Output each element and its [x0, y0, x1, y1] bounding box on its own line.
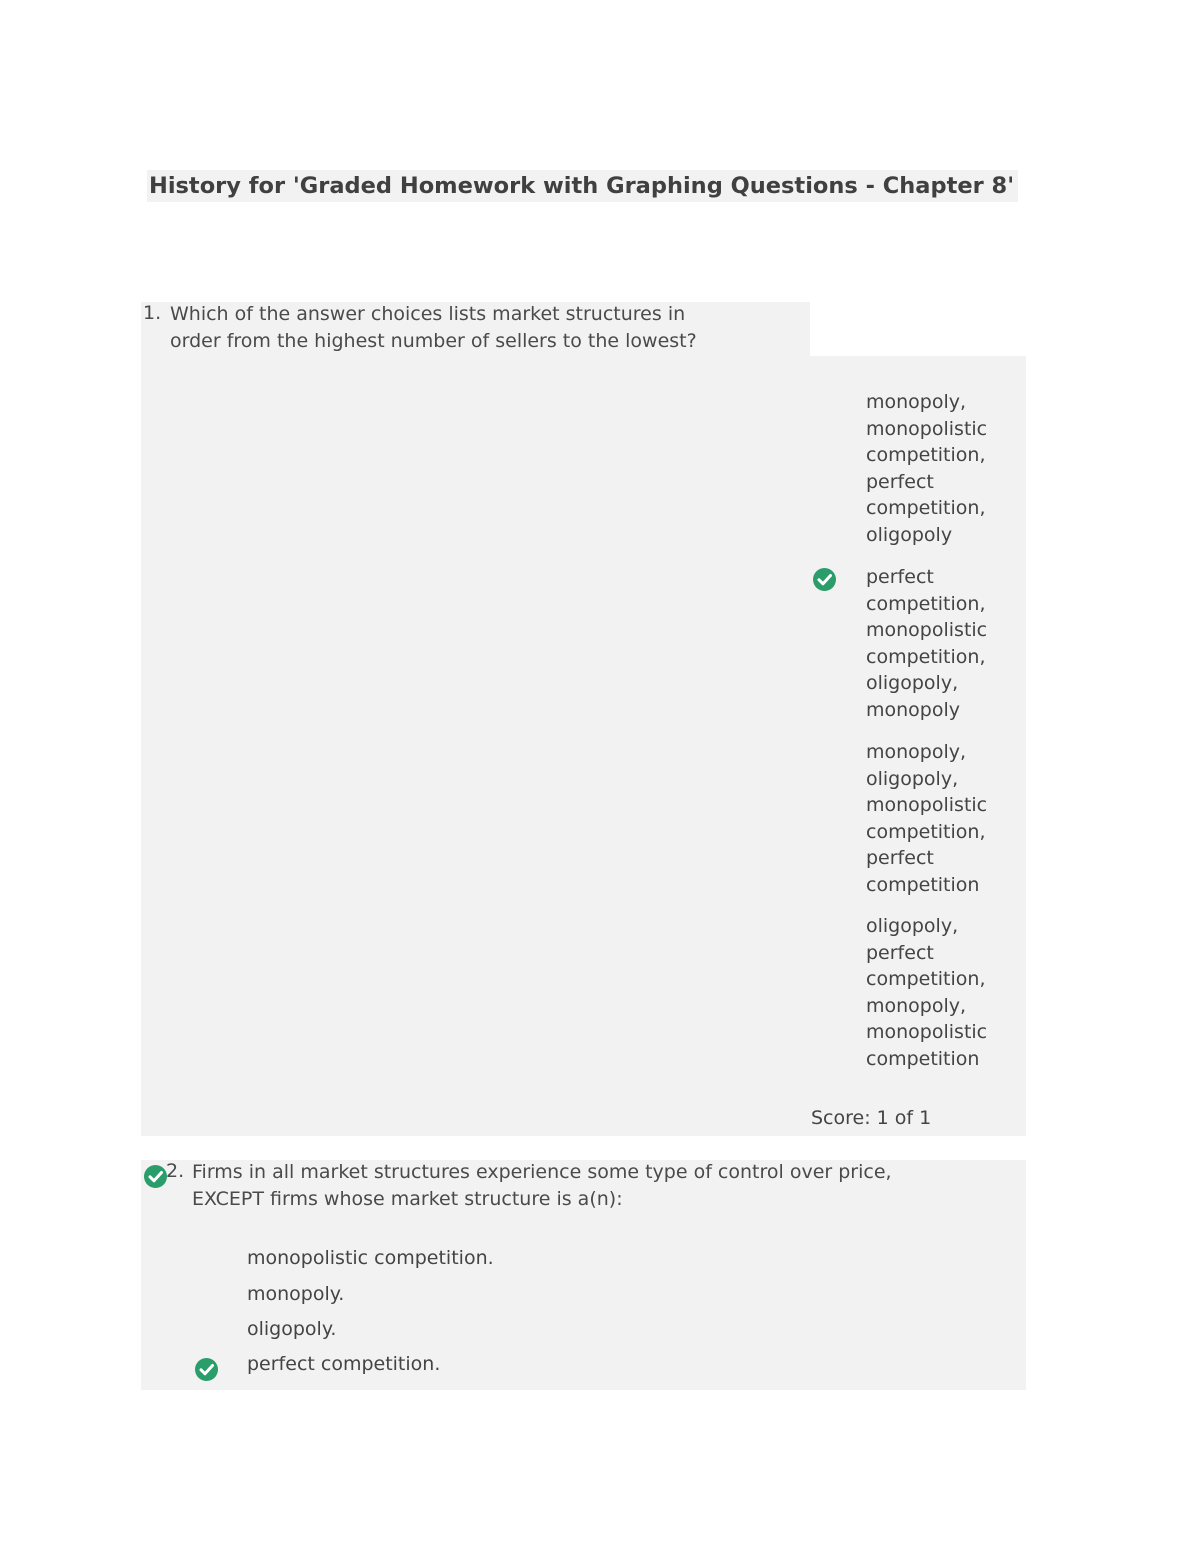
answer-choice-c[interactable]	[866, 739, 1016, 898]
answer-choice-a[interactable]	[866, 389, 1016, 548]
check-circle-icon	[195, 1358, 218, 1381]
choice-line: competition,	[866, 497, 986, 519]
check-circle-icon	[813, 568, 836, 591]
choice-line: competition	[866, 1047, 980, 1070]
choice-line: monopoly,	[866, 994, 967, 1017]
choice-line: oligopoly,	[866, 672, 959, 694]
choice-line: oligopoly	[866, 523, 953, 546]
choice-line: perfect	[866, 470, 934, 493]
choice-line: perfect	[866, 941, 934, 964]
choice-line: monopolistic	[866, 1021, 988, 1043]
choice-line: oligopoly,	[866, 767, 959, 790]
answer-choice-d[interactable]	[866, 913, 1016, 1072]
answer-choice-d[interactable]: perfect competition.	[247, 1353, 441, 1375]
question-text-line-1: Firms in all market structures experience some type of control over price,	[192, 1161, 892, 1183]
choice-line: competition,	[866, 444, 986, 466]
choice-line: monopoly	[866, 698, 961, 721]
question-text-line-1: Which of the answer choices lists market structures in	[170, 303, 686, 325]
choice-line: monopoly,	[866, 391, 967, 413]
check-circle-icon	[144, 1165, 167, 1188]
question-number: 1.	[143, 302, 162, 324]
choice-line: monopolistic	[866, 794, 988, 816]
choice-line: competition,	[866, 592, 986, 615]
choice-line: monopolistic	[866, 417, 988, 440]
choice-line: competition	[866, 873, 980, 896]
choice-line: competition,	[866, 820, 986, 843]
score-text: Score: 1 of 1	[811, 1107, 932, 1129]
answer-choice-b[interactable]: monopoly.	[247, 1283, 345, 1305]
page-title: History for 'Graded Homework with Graphing Questions - Chapter 8'	[147, 170, 1018, 202]
choice-line: perfect	[866, 566, 934, 588]
answer-choice-b[interactable]	[866, 564, 1016, 723]
question-number: 2.	[166, 1160, 185, 1182]
answer-choice-c[interactable]: oligopoly.	[247, 1318, 337, 1340]
choice-line: perfect	[866, 847, 934, 869]
question-text-line-2: EXCEPT firms whose market structure is a(n):	[192, 1188, 623, 1210]
question-text-line-2: order from the highest number of sellers to the lowest?	[170, 330, 697, 352]
answer-choice-a[interactable]: monopolistic competition.	[247, 1247, 494, 1269]
choice-line: oligopoly,	[866, 915, 959, 937]
choice-line: monopoly,	[866, 741, 967, 763]
choice-line: monopolistic	[866, 619, 988, 641]
choice-line: competition,	[866, 968, 986, 990]
choice-line: competition,	[866, 645, 986, 668]
